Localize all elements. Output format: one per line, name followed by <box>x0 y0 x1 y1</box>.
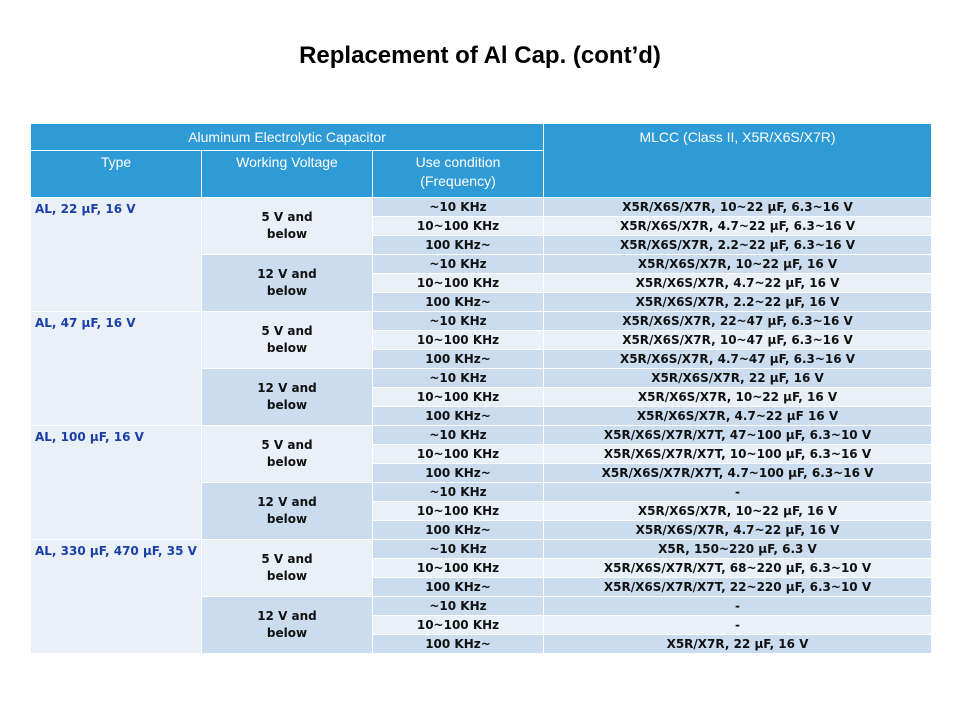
mlcc-cell: X5R/X6S/X7R, 22 µF, 16 V <box>544 369 932 388</box>
frequency-cell: ~10 KHz <box>373 540 544 559</box>
mlcc-cell: X5R/X6S/X7R/X7T, 10~100 µF, 6.3~16 V <box>544 445 932 464</box>
header-use-condition-sub: (Frequency) <box>420 173 496 189</box>
capacitor-type-cell: AL, 22 µF, 16 V <box>31 198 202 312</box>
working-voltage-line2: below <box>266 398 308 412</box>
frequency-cell: ~10 KHz <box>373 255 544 274</box>
mlcc-cell: X5R/X6S/X7R, 4.7~47 µF, 6.3~16 V <box>544 350 932 369</box>
working-voltage-line1: 12 V and <box>257 609 317 623</box>
frequency-cell: 10~100 KHz <box>373 217 544 236</box>
mlcc-cell: X5R/X6S/X7R, 4.7~22 µF 16 V <box>544 407 932 426</box>
frequency-cell: ~10 KHz <box>373 426 544 445</box>
mlcc-cell: X5R/X6S/X7R, 10~22 µF, 16 V <box>544 388 932 407</box>
header-aluminum-electrolytic: Aluminum Electrolytic Capacitor <box>31 124 544 151</box>
capacitor-type-cell: AL, 100 µF, 16 V <box>31 426 202 540</box>
frequency-cell: 10~100 KHz <box>373 274 544 293</box>
slide-title: Replacement of Al Cap. (cont’d) <box>299 42 661 69</box>
working-voltage-line1: 5 V and <box>261 438 313 452</box>
table-row <box>31 312 932 331</box>
frequency-cell: 100 KHz~ <box>373 521 544 540</box>
table-row <box>31 426 932 445</box>
mlcc-cell: X5R/X6S/X7R, 4.7~22 µF, 6.3~16 V <box>544 217 932 236</box>
mlcc-cell: X5R/X6S/X7R, 4.7~22 µF, 16 V <box>544 521 932 540</box>
header-use-condition-label: Use condition <box>415 154 501 170</box>
mlcc-cell: X5R/X6S/X7R, 2.2~22 µF, 6.3~16 V <box>544 236 932 255</box>
working-voltage-line1: 5 V and <box>261 324 313 338</box>
header-working-voltage: Working Voltage <box>202 151 373 198</box>
capacitor-replacement-table <box>30 123 932 654</box>
mlcc-cell: X5R/X6S/X7R/X7T, 4.7~100 µF, 6.3~16 V <box>544 464 932 483</box>
working-voltage-cell <box>202 312 373 369</box>
frequency-cell: 100 KHz~ <box>373 635 544 654</box>
working-voltage-cell <box>202 540 373 597</box>
mlcc-cell: X5R/X6S/X7R, 10~22 µF, 16 V <box>544 502 932 521</box>
frequency-cell: 10~100 KHz <box>373 616 544 635</box>
frequency-cell: 100 KHz~ <box>373 407 544 426</box>
header-mlcc: MLCC (Class II, X5R/X6S/X7R) <box>544 124 932 198</box>
frequency-cell: 100 KHz~ <box>373 350 544 369</box>
working-voltage-line2: below <box>266 512 308 526</box>
table-row <box>31 540 932 559</box>
frequency-cell: 100 KHz~ <box>373 293 544 312</box>
frequency-cell: ~10 KHz <box>373 597 544 616</box>
mlcc-cell: X5R/X6S/X7R, 10~47 µF, 6.3~16 V <box>544 331 932 350</box>
mlcc-cell: X5R/X6S/X7R, 10~22 µF, 16 V <box>544 255 932 274</box>
working-voltage-line2: below <box>266 227 308 241</box>
frequency-cell: ~10 KHz <box>373 483 544 502</box>
frequency-cell: 10~100 KHz <box>373 445 544 464</box>
mlcc-cell: - <box>544 597 932 616</box>
frequency-cell: ~10 KHz <box>373 312 544 331</box>
mlcc-cell: X5R/X6S/X7R, 4.7~22 µF, 16 V <box>544 274 932 293</box>
frequency-cell: 100 KHz~ <box>373 236 544 255</box>
table-row <box>31 198 932 217</box>
frequency-cell: 10~100 KHz <box>373 331 544 350</box>
working-voltage-line2: below <box>266 284 308 298</box>
mlcc-cell: - <box>544 616 932 635</box>
frequency-cell: 10~100 KHz <box>373 388 544 407</box>
header-use-condition <box>373 151 544 198</box>
working-voltage-cell <box>202 255 373 312</box>
frequency-cell: ~10 KHz <box>373 198 544 217</box>
frequency-cell: 10~100 KHz <box>373 502 544 521</box>
mlcc-cell: X5R/X7R, 22 µF, 16 V <box>544 635 932 654</box>
working-voltage-line2: below <box>266 341 308 355</box>
working-voltage-line2: below <box>266 455 308 469</box>
mlcc-cell: X5R, 150~220 µF, 6.3 V <box>544 540 932 559</box>
working-voltage-cell <box>202 483 373 540</box>
working-voltage-line2: below <box>266 569 308 583</box>
working-voltage-cell <box>202 426 373 483</box>
mlcc-cell: X5R/X6S/X7R, 10~22 µF, 6.3~16 V <box>544 198 932 217</box>
working-voltage-line1: 12 V and <box>257 495 317 509</box>
working-voltage-cell <box>202 369 373 426</box>
mlcc-cell: X5R/X6S/X7R/X7T, 22~220 µF, 6.3~10 V <box>544 578 932 597</box>
capacitor-type-cell: AL, 47 µF, 16 V <box>31 312 202 426</box>
capacitor-type-cell: AL, 330 µF, 470 µF, 35 V <box>31 540 202 654</box>
frequency-cell: 100 KHz~ <box>373 578 544 597</box>
mlcc-cell: X5R/X6S/X7R/X7T, 47~100 µF, 6.3~10 V <box>544 426 932 445</box>
working-voltage-line1: 12 V and <box>257 267 317 281</box>
mlcc-cell: X5R/X6S/X7R, 22~47 µF, 6.3~16 V <box>544 312 932 331</box>
working-voltage-line1: 5 V and <box>261 552 313 566</box>
working-voltage-cell <box>202 198 373 255</box>
frequency-cell: 10~100 KHz <box>373 559 544 578</box>
header-type: Type <box>31 151 202 198</box>
working-voltage-line1: 5 V and <box>261 210 313 224</box>
mlcc-cell: X5R/X6S/X7R/X7T, 68~220 µF, 6.3~10 V <box>544 559 932 578</box>
working-voltage-line2: below <box>266 626 308 640</box>
working-voltage-cell <box>202 597 373 654</box>
mlcc-cell: - <box>544 483 932 502</box>
frequency-cell: 100 KHz~ <box>373 464 544 483</box>
mlcc-cell: X5R/X6S/X7R, 2.2~22 µF, 16 V <box>544 293 932 312</box>
frequency-cell: ~10 KHz <box>373 369 544 388</box>
working-voltage-line1: 12 V and <box>257 381 317 395</box>
